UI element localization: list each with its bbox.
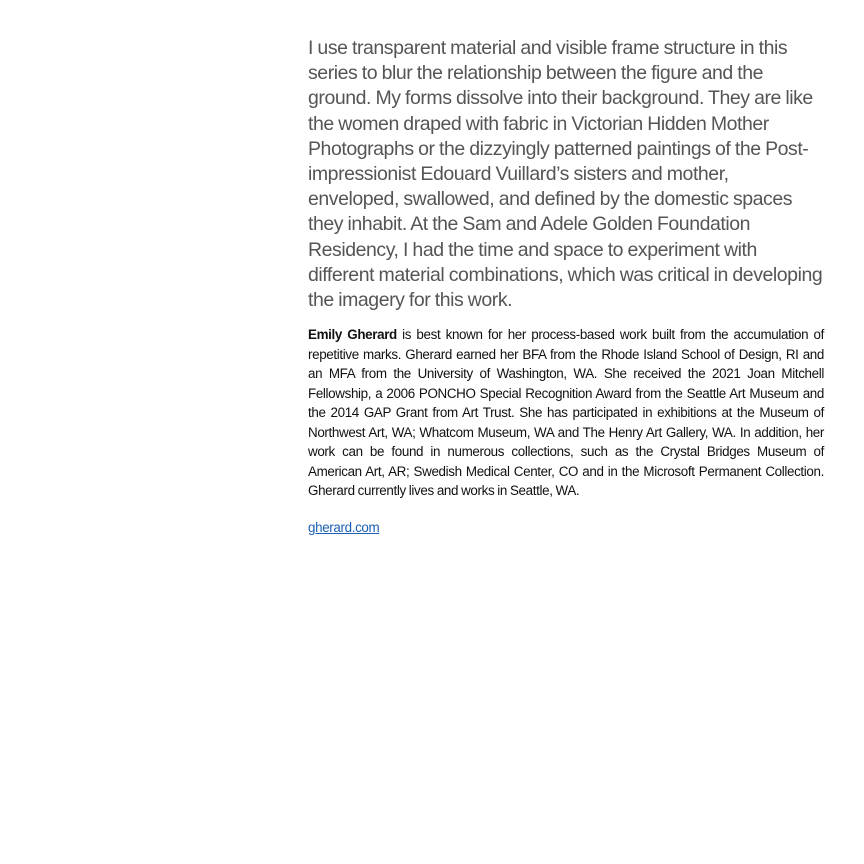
text-column (308, 36, 824, 537)
artist-bio (308, 325, 824, 501)
website-link[interactable]: gherard.com (308, 519, 380, 535)
artist-name: Emily Gherard (308, 327, 397, 343)
artist-statement: I use transparent material and visible frame structure in this series to blur the relationship between the figure and the ground. My forms dissolve into their background. They are like the women draped with fabric in Victorian Hidden Mother Photographs or the dizzyingly patterned paintings of the Post-impressionist Edouard Vuillard’s sisters and mother, enveloped, swallowed, and defined by the domestic spaces they inhabit. At the Sam and Adele Golden Foundation Residency, I had the time and space to experiment with different material combinations, which was critical in developing the imagery for this work. (308, 37, 823, 312)
artist-bio-text: is best known for her process-based work built from the accumulation of repetitive marks. Gherard earned her BFA from the Rhode Island School of Design, RI and an MFA from the University of Washington, WA. She received the 2021 Joan Mitchell Fellowship, a 2006 PONCHO Special Recognition Award from the Seattle Art Museum and the 2014 GAP Grant from Art Trust. She has participated in exhibitions at the Museum of Northwest Art, WA; Whatcom Museum, WA and The Henry Art Gallery, WA. In addition, her work can be found in numerous collections, such as the Crystal Bridges Museum of American Art, AR; Swedish Medical Center, CO and in the Microsoft Permanent Collection. Gherard currently lives and works in Seattle, WA. (308, 327, 824, 499)
